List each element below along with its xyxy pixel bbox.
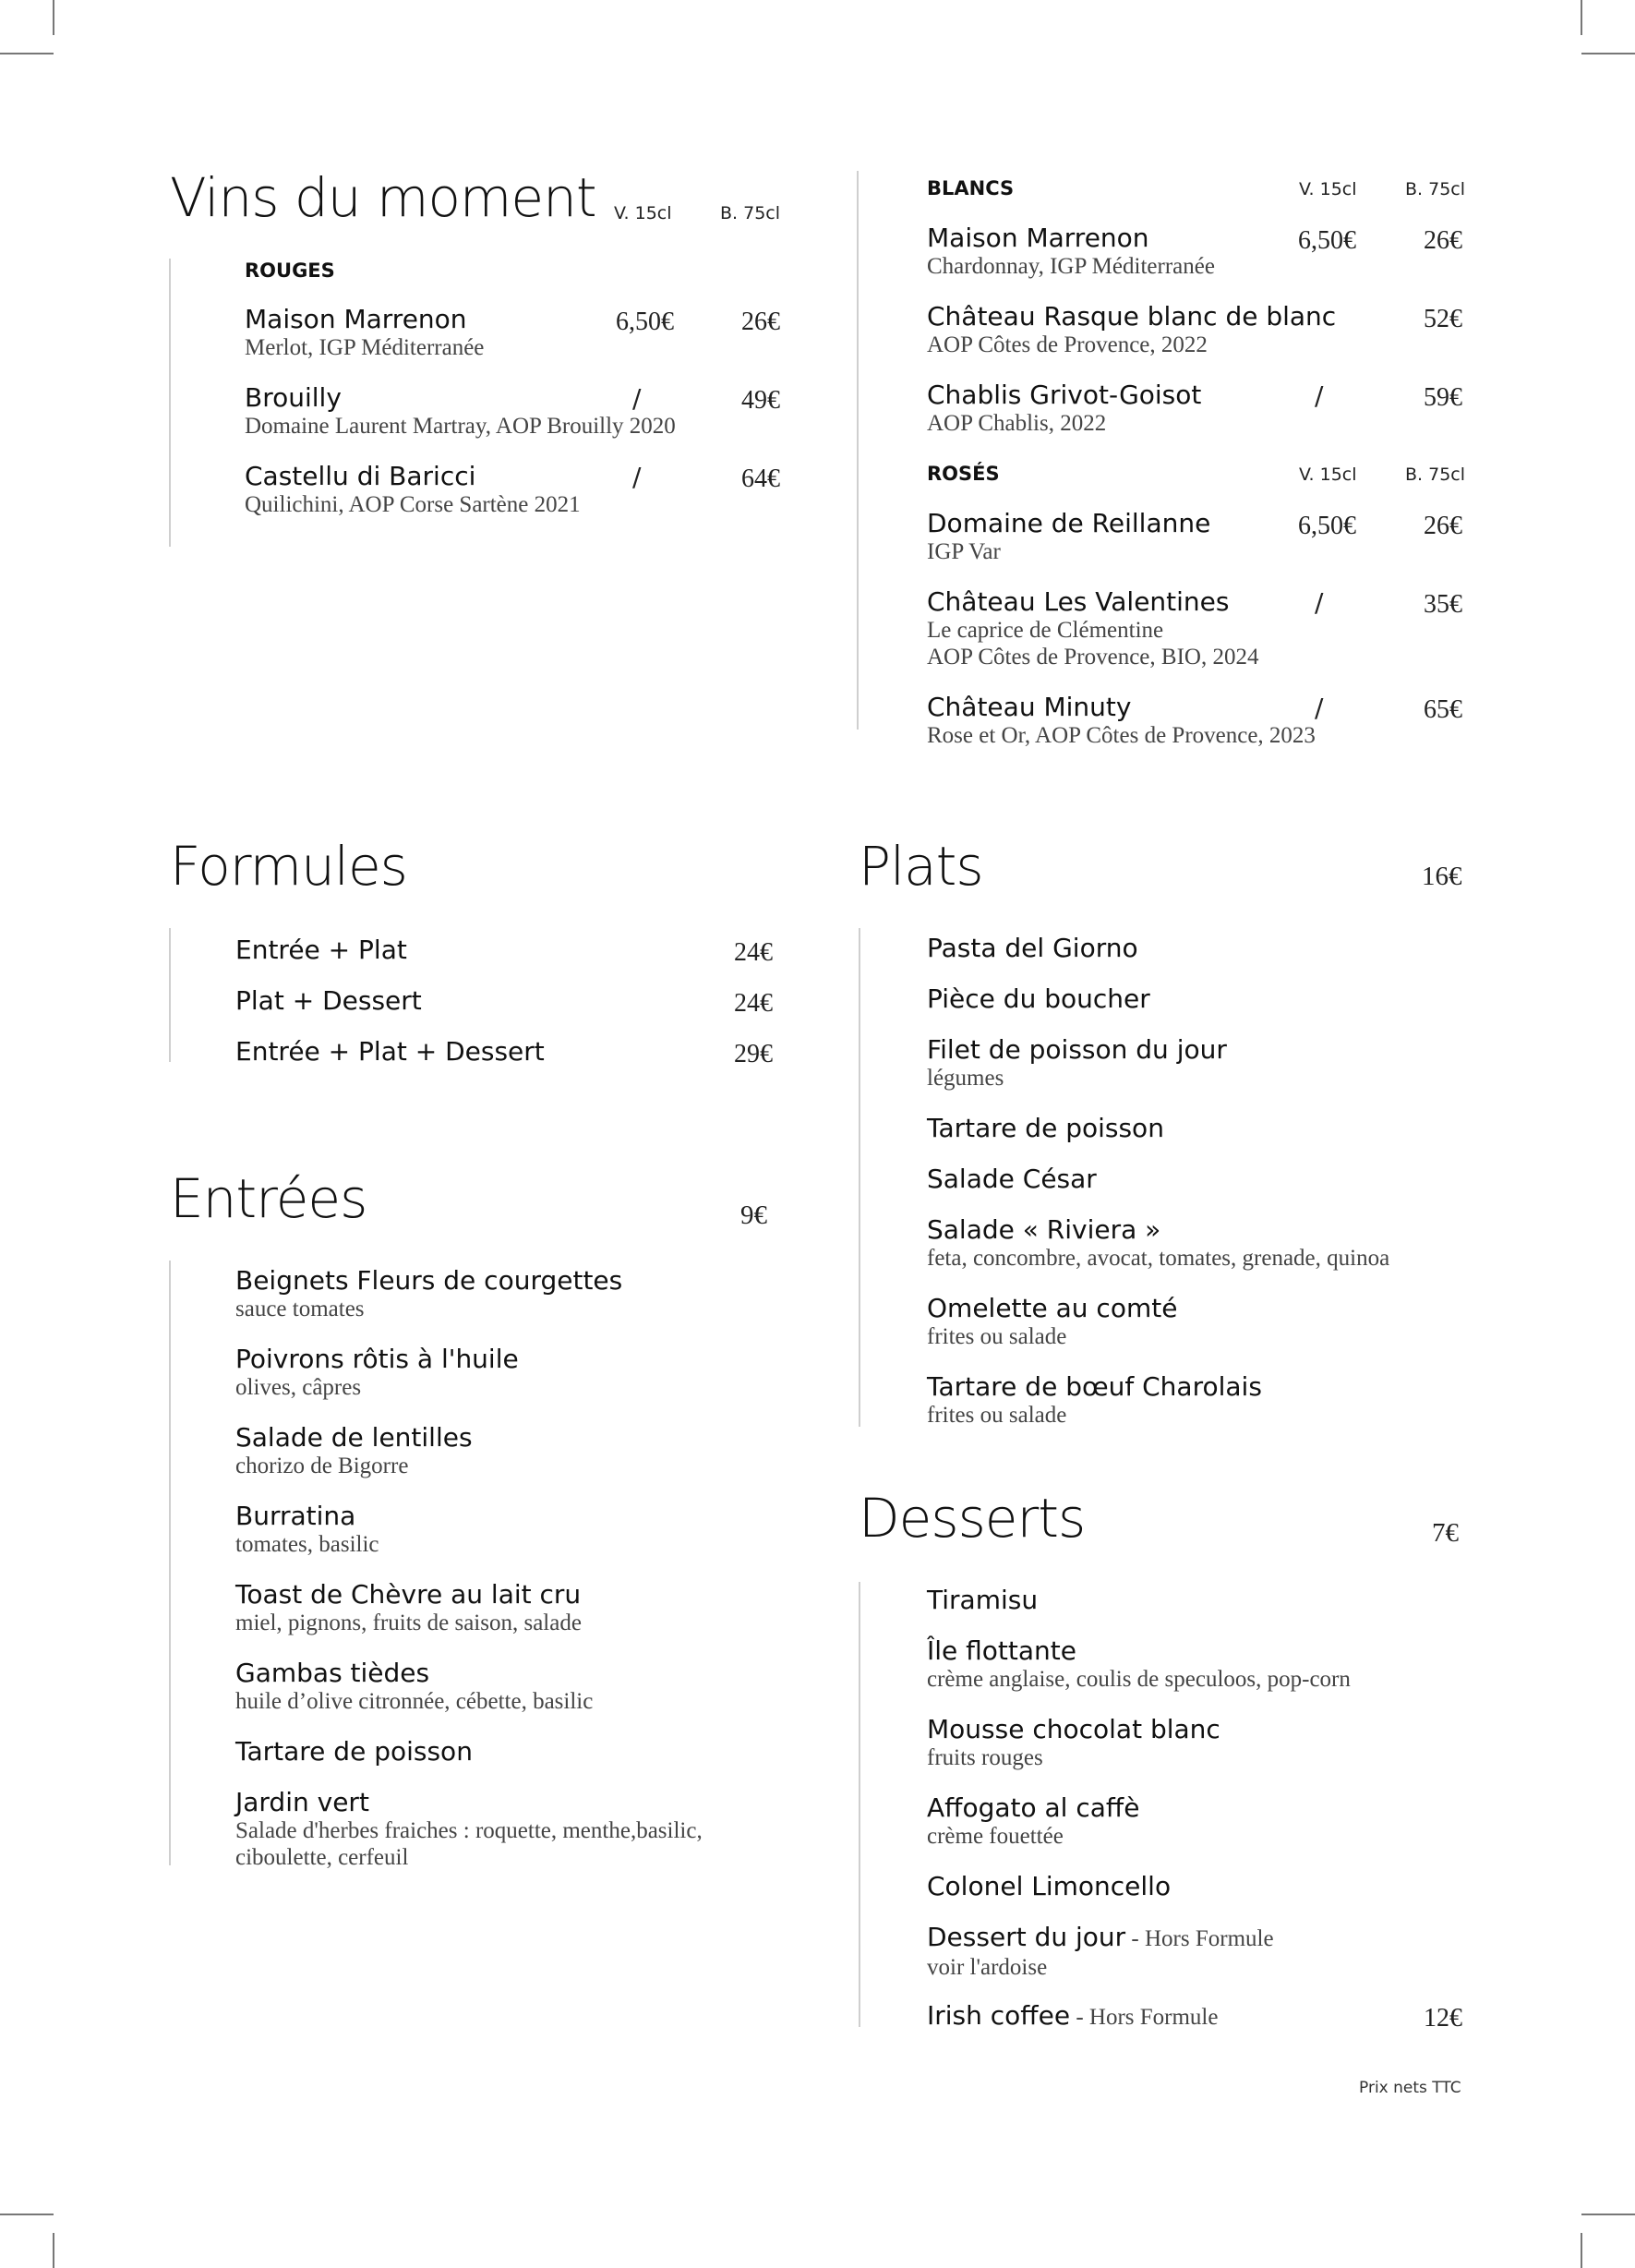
column-header-bottle: B. 75cl (1405, 179, 1466, 199)
menu-item (927, 934, 1138, 963)
wine-item (927, 587, 1462, 670)
item-desc: olives, câpres (235, 1375, 362, 1400)
glass-price: / (632, 383, 642, 414)
glass-price: 6,50€ (1298, 226, 1356, 255)
item-name: Dessert du jour (927, 1922, 1126, 1952)
item-name: Entrée + Plat + Dessert (235, 1036, 545, 1067)
menu-item (235, 1037, 773, 1067)
divider-line (169, 928, 171, 1062)
section-title-vins: Vins du moment (170, 166, 596, 229)
menu-item (235, 935, 773, 965)
column-header-glass: V. 15cl (1299, 464, 1357, 485)
menu-item (235, 1580, 582, 1636)
divider-line (169, 259, 171, 547)
wine-item (927, 302, 1462, 358)
column-header-glass: V. 15cl (614, 203, 672, 223)
item-desc: huile d’olive citronnée, cébette, basilic (235, 1689, 594, 1714)
hors-formule-note: - Hors Formule (1070, 2005, 1219, 2030)
item-name: Pièce du boucher (927, 983, 1150, 1014)
item-name: Tiramisu (927, 1585, 1039, 1615)
item-name: Salade « Riviera » (927, 1214, 1161, 1245)
crop-mark (1581, 53, 1635, 54)
menu-item (235, 1788, 703, 1871)
menu-item (927, 1035, 1227, 1092)
item-name: Salade de lentilles (235, 1422, 473, 1453)
item-desc: crème fouettée (927, 1824, 1064, 1849)
crop-mark (53, 2233, 54, 2268)
menu-item (927, 1923, 1274, 1981)
wine-name: Domaine de Reillanne (927, 508, 1211, 538)
item-price: 24€ (734, 989, 773, 1018)
item-name: Gambas tièdes (235, 1658, 430, 1688)
bottle-price: 52€ (1424, 305, 1462, 333)
subheading-rouges: ROUGES (245, 259, 335, 282)
bottle-price: 49€ (741, 386, 780, 415)
menu-item (927, 984, 1150, 1014)
bottle-price: 59€ (1424, 383, 1462, 412)
wine-item (927, 223, 1462, 280)
divider-line (859, 928, 860, 1427)
column-header-bottle: B. 75cl (720, 203, 781, 223)
item-price: 24€ (734, 938, 773, 967)
item-desc: tomates, basilic (235, 1532, 379, 1557)
item-desc: miel, pignons, fruits de saison, salade (235, 1611, 582, 1635)
wine-desc: AOP Côtes de Provence, 2022 (927, 332, 1208, 357)
item-desc: légumes (927, 1066, 1004, 1091)
glass-price: / (1315, 587, 1324, 618)
wine-name: Brouilly (245, 382, 342, 413)
glass-price: 6,50€ (1298, 512, 1356, 540)
item-desc: Salade d'herbes fraiches : roquette, menthe,basilic, (235, 1818, 703, 1843)
wine-desc: Quilichini, AOP Corse Sartène 2021 (245, 492, 581, 517)
glass-price: / (1315, 380, 1324, 411)
item-name: Toast de Chèvre au lait cru (235, 1579, 582, 1610)
item-desc: crème anglaise, coulis de speculoos, pop-corn (927, 1667, 1351, 1692)
menu-item (927, 1715, 1220, 1771)
wine-desc: IGP Var (927, 539, 1001, 564)
wine-item (927, 380, 1462, 437)
item-desc: frites ou salade (927, 1403, 1067, 1428)
section-title-plats: Plats (859, 835, 983, 898)
menu-item (927, 1586, 1038, 1615)
item-desc: fruits rouges (927, 1745, 1043, 1770)
column-header-glass: V. 15cl (1299, 179, 1357, 199)
crop-mark (1581, 2214, 1635, 2215)
menu-item (235, 1502, 379, 1558)
menu-item (927, 1164, 1097, 1194)
menu-item (927, 1294, 1177, 1350)
wine-name: Château Minuty (927, 692, 1132, 722)
item-name: Colonel Limoncello (927, 1871, 1172, 1901)
menu-item (927, 1215, 1389, 1272)
bottle-price: 26€ (741, 308, 780, 336)
wine-desc: AOP Côtes de Provence, BIO, 2024 (927, 645, 1259, 670)
section-title-entrees: Entrées (170, 1167, 367, 1230)
wine-item (927, 509, 1462, 565)
item-name: Pasta del Giorno (927, 933, 1138, 963)
column-header-bottle: B. 75cl (1405, 464, 1466, 485)
divider-line (169, 1261, 171, 1865)
wine-desc: Domaine Laurent Martray, AOP Brouilly 2020 (245, 414, 676, 439)
bottle-price: 26€ (1424, 512, 1462, 540)
item-name: Salade César (927, 1164, 1097, 1194)
divider-line (857, 171, 859, 730)
bottle-price: 26€ (1424, 226, 1462, 255)
wine-desc: AOP Chablis, 2022 (927, 411, 1107, 436)
menu-item (927, 1872, 1171, 1901)
item-desc: sauce tomates (235, 1297, 365, 1321)
subheading-blancs: BLANCS (927, 177, 1015, 199)
menu-item (927, 1636, 1351, 1693)
subheading-roses: ROSÉS (927, 463, 1000, 485)
menu-item (927, 2001, 1462, 2033)
item-name: Beignets Fleurs de courgettes (235, 1265, 623, 1296)
wine-desc: Chardonnay, IGP Méditerranée (927, 254, 1215, 279)
menu-item (235, 1737, 473, 1767)
divider-line (859, 1582, 860, 2027)
item-name: Filet de poisson du jour (927, 1034, 1227, 1065)
menu-item (927, 1793, 1139, 1850)
wine-item (245, 383, 780, 440)
item-name: Plat + Dessert (235, 985, 422, 1016)
section-price: 16€ (1422, 862, 1462, 891)
item-desc: chorizo de Bigorre (235, 1454, 409, 1478)
section-title-formules: Formules (170, 835, 407, 898)
item-name: Burratina (235, 1501, 356, 1531)
item-name-line (927, 1923, 1274, 1954)
bottle-price: 64€ (741, 464, 780, 493)
wine-name: Château Rasque blanc de blanc (927, 301, 1337, 332)
item-price: 29€ (734, 1040, 773, 1068)
crop-mark (0, 2214, 54, 2215)
item-name: Mousse chocolat blanc (927, 1714, 1220, 1744)
item-name: Tartare de poisson (927, 1113, 1164, 1143)
item-name: Île flottante (927, 1635, 1076, 1666)
menu-item (235, 1345, 519, 1401)
wine-item (927, 693, 1462, 749)
menu-item (927, 1372, 1262, 1429)
item-name: Affogato al caffè (927, 1792, 1140, 1823)
item-desc: feta, concombre, avocat, tomates, grenade, quinoa (927, 1246, 1390, 1271)
item-name-line (927, 2001, 1462, 2033)
wine-item (245, 462, 780, 518)
crop-mark (1581, 0, 1582, 35)
wine-name: Maison Marrenon (245, 304, 467, 334)
wine-desc: Merlot, IGP Méditerranée (245, 335, 485, 360)
wine-name: Chablis Grivot-Goisot (927, 380, 1202, 410)
section-price: 9€ (740, 1200, 767, 1230)
glass-price: 6,50€ (616, 308, 674, 336)
glass-price: / (632, 462, 642, 492)
item-name: Entrée + Plat (235, 935, 407, 965)
wine-item (245, 305, 780, 361)
item-price: 12€ (1424, 2004, 1462, 2033)
section-title-desserts: Desserts (859, 1487, 1086, 1550)
item-desc: ciboulette, cerfeuil (235, 1845, 409, 1870)
wine-desc: Rose et Or, AOP Côtes de Provence, 2023 (927, 723, 1316, 748)
menu-item (235, 1423, 473, 1479)
crop-mark (53, 0, 54, 35)
item-name: Jardin vert (235, 1787, 369, 1817)
menu-item (235, 986, 773, 1016)
bottle-price: 35€ (1424, 590, 1462, 619)
wine-name: Castellu di Baricci (245, 461, 476, 491)
item-name: Tartare de bœuf Charolais (927, 1371, 1262, 1402)
menu-item (927, 1114, 1164, 1143)
hors-formule-note: - Hors Formule (1125, 1926, 1274, 1951)
item-name: Tartare de poisson (235, 1736, 473, 1767)
menu-item (235, 1659, 593, 1715)
crop-mark (0, 53, 54, 54)
item-name: Omelette au comté (927, 1293, 1178, 1323)
wine-name: Maison Marrenon (927, 223, 1149, 253)
bottle-price: 65€ (1424, 695, 1462, 724)
crop-mark (1581, 2233, 1582, 2268)
glass-price: / (1315, 693, 1324, 723)
item-desc: voir l'ardoise (927, 1955, 1048, 1980)
wine-name: Château Les Valentines (927, 586, 1230, 617)
section-price: 7€ (1432, 1518, 1459, 1548)
item-name: Poivrons rôtis à l'huile (235, 1344, 519, 1374)
footer-note: Prix nets TTC (1359, 2079, 1461, 2097)
menu-item (235, 1266, 622, 1322)
item-desc: frites ou salade (927, 1324, 1067, 1349)
wine-desc: Le caprice de Clémentine (927, 618, 1164, 643)
item-name: Irish coffee (927, 2000, 1071, 2031)
